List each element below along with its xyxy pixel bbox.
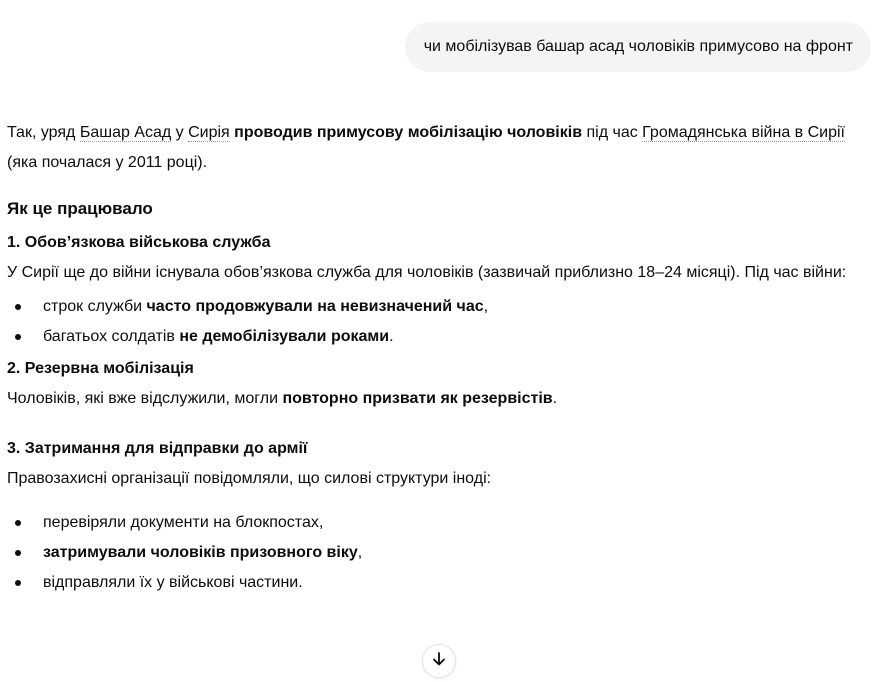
list-item-bold: не демобілізували роками xyxy=(179,328,390,345)
list-item-bold: затримували чоловіків призовного віку xyxy=(43,544,358,561)
section2-text-end: . xyxy=(552,390,558,407)
list-item xyxy=(7,292,873,322)
section2-title: 2. Резервна мобілізація xyxy=(7,360,194,377)
intro-text: під час xyxy=(582,124,643,141)
entity-link-bashar-assad[interactable]: Башар Асад xyxy=(79,124,172,141)
section3-title: 3. Затримання для відправки до армії xyxy=(7,440,308,457)
list-item-text: багатьох солдатів xyxy=(43,328,180,345)
list-item-text: . xyxy=(389,328,394,345)
list-item xyxy=(7,568,873,598)
section3-list xyxy=(7,508,873,598)
user-message-bubble xyxy=(405,22,871,72)
user-message-text: чи мобілізував башар асад чоловіків примусово на фронт xyxy=(423,38,853,55)
section1-title: 1. Обов’язкова військова служба xyxy=(7,234,271,251)
list-item-text: строк служби xyxy=(43,298,147,315)
entity-link-syria[interactable]: Сирія xyxy=(188,124,230,141)
section-heading: Як це працювало xyxy=(7,199,153,218)
assistant-answer xyxy=(7,118,873,598)
list-item-text: , xyxy=(483,298,489,315)
intro-text: (яка почалася у 2011 році). xyxy=(7,154,208,171)
section3-text: Правозахисні організації повідомляли, що силові структури іноді: xyxy=(7,470,492,487)
section2-bold: повторно призвати як резервістів xyxy=(282,390,553,407)
intro-text: Так, уряд xyxy=(7,124,80,141)
intro-text: у xyxy=(171,124,189,141)
intro-bold: проводив примусову мобілізацію чоловіків xyxy=(234,124,583,141)
answer-intro xyxy=(7,118,873,178)
section2-text-start: Чоловіків, які вже відслужили, могли xyxy=(7,390,283,407)
scroll-to-bottom-button[interactable] xyxy=(422,644,456,678)
list-item xyxy=(7,322,873,352)
section2-text xyxy=(7,384,873,414)
list-item xyxy=(7,508,873,538)
entity-link-syrian-civil-war[interactable]: Громадянська війна в Сирії xyxy=(642,124,845,141)
list-item xyxy=(7,538,873,568)
arrow-down-icon xyxy=(430,650,448,673)
list-item-text: , xyxy=(357,544,363,561)
section1-list xyxy=(7,292,873,352)
section1-text: У Сирії ще до війни існувала обов’язкова служба для чоловіків (зазвичай приблизно 18–24 місяці). Під час війни: xyxy=(7,264,847,281)
list-item-bold: часто продовжували на невизначений час xyxy=(146,298,484,315)
list-item-text: відправляли їх у військові частини. xyxy=(43,574,303,591)
list-item-text: перевіряли документи на блокпостах, xyxy=(43,514,324,531)
